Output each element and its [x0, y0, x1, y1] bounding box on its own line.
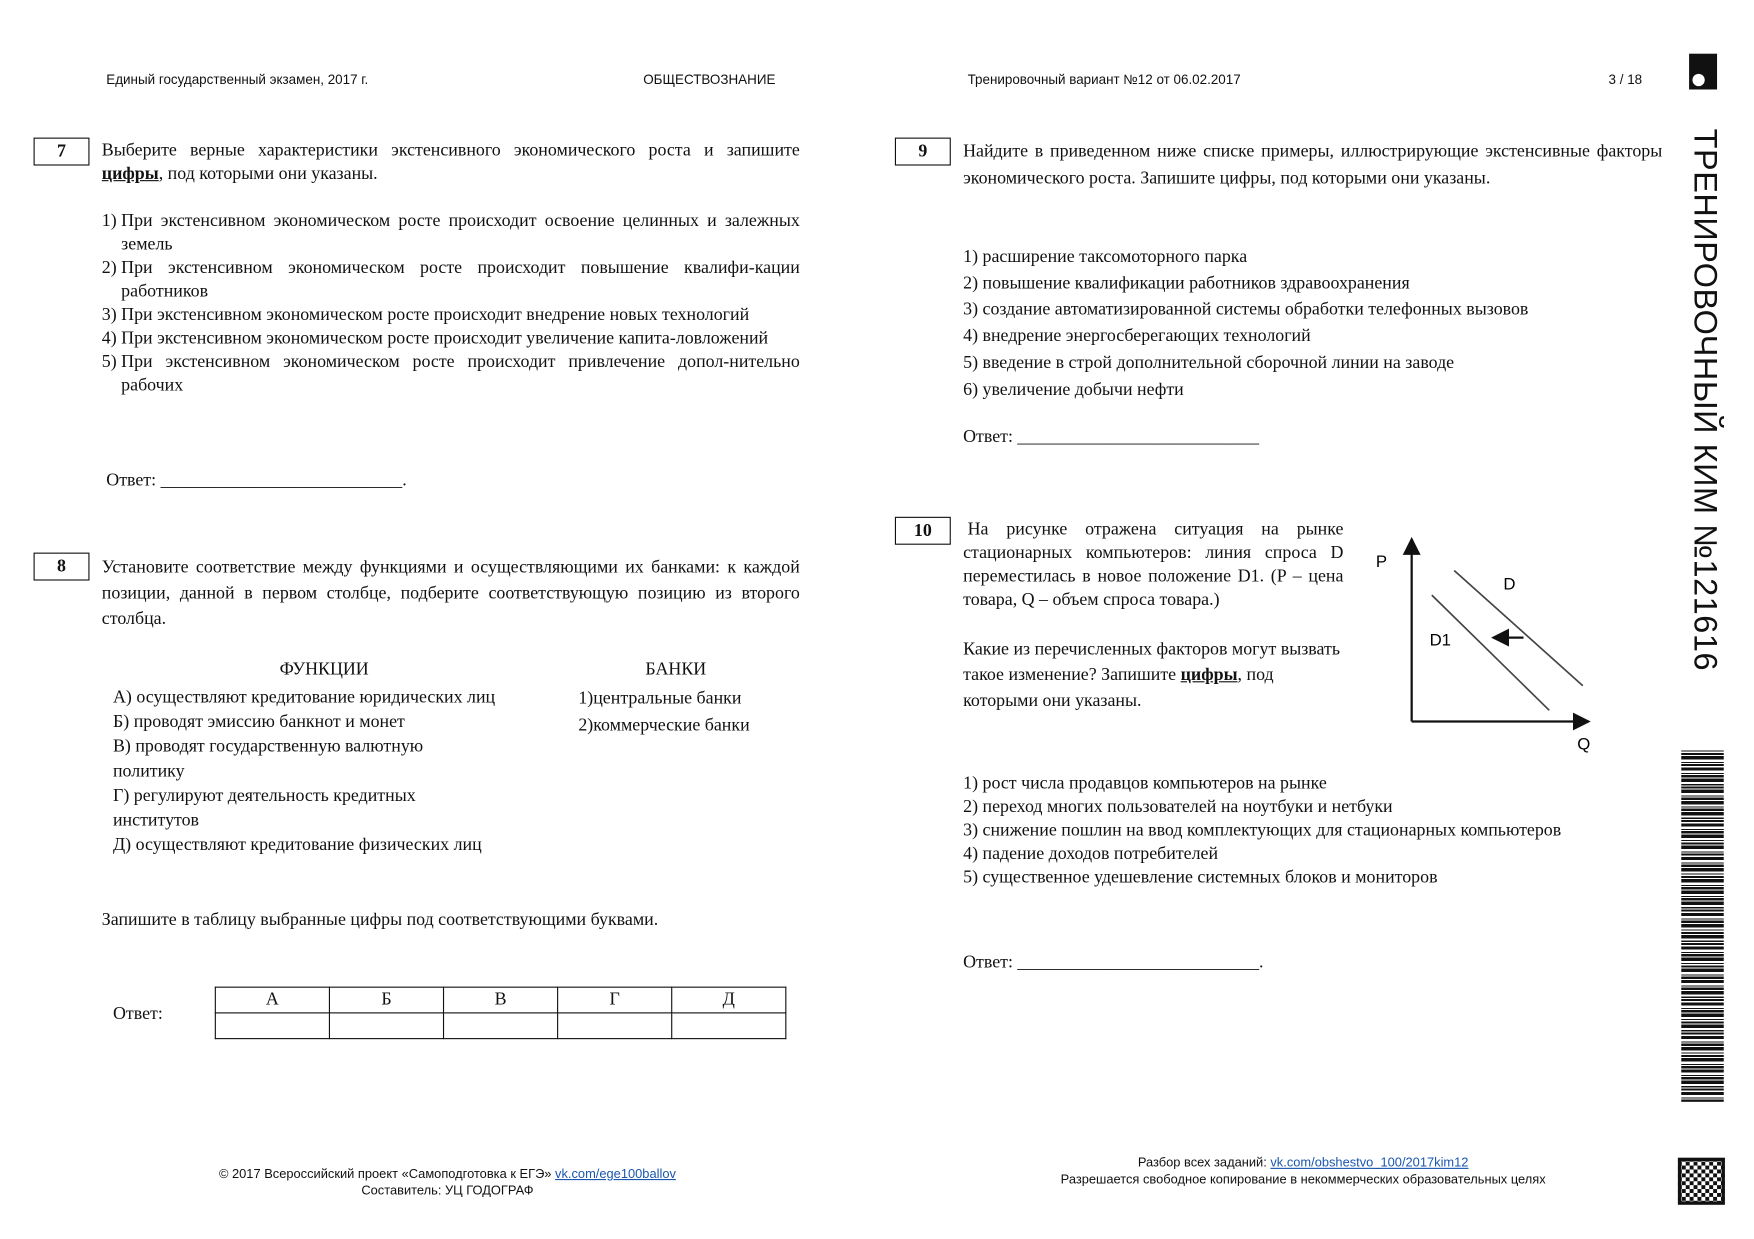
footer-left: © 2017 Всероссийский проект «Самоподготовка к ЕГЭ» vk.com/ege100ballov Составитель: УЦ ГОДОГРАФ [218, 1167, 676, 1199]
q10-option: 5) существенное удешевление системных блоков и мониторов [963, 868, 1438, 888]
q7-options: 1) При экстенсивном экономическом росте происходит освоение целинных и залежных земель 2) При экстенсивном экономическом росте происходит повышение квалифи-кации работников 3) При экстенсивном экономическом росте происходит внедрение новых технологий 4) При экстенсивном экономическом росте происходит увеличение капита-ловложений 5) При экстенсивном экономическом росте происходит привлечение допол-нительно рабочих [102, 209, 800, 397]
answer-cell[interactable] [558, 1013, 672, 1039]
q9-option: 4) внедрение энергосберегающих технологий [963, 326, 1311, 346]
answer-cell[interactable] [444, 1013, 558, 1039]
q7-answer-field[interactable]: Ответ: ___________________________. [106, 470, 407, 490]
table-header: Д [672, 987, 786, 1013]
question-number-9: 9 [895, 138, 951, 166]
q9-option: 1) расширение таксомоторного парка [963, 247, 1248, 267]
q7-option: При экстенсивном экономическом росте происходит увеличение капита-ловложений [121, 328, 769, 348]
function-item: Д) осуществляют кредитование физических лиц [112, 835, 482, 855]
q7-prompt: Выберите верные характеристики экстенсивного экономического роста и запишите цифры, под которыми они указаны. [101, 140, 800, 184]
question-number-8: 8 [34, 553, 90, 581]
q9-answer-field[interactable]: Ответ: ___________________________ [963, 427, 1260, 447]
q8-prompt: Установите соответствие между функциями и осуществляющими их банками: к каждой позиции, данной в первом столбце, подберите соответствующую позицию из второго столбца. [101, 558, 800, 629]
y-axis-label: P [1375, 552, 1388, 572]
q7-option: При экстенсивном экономическом росте происходит повышение квалифи-кации работников [121, 258, 800, 301]
answer-cell[interactable] [672, 1013, 786, 1039]
page-number: 3 / 18 [1608, 71, 1643, 88]
table-header: Г [558, 987, 672, 1013]
side-title: ТРЕНИРОВОЧНЫЙ КИМ №121616 [1686, 128, 1723, 672]
footer-right: Разбор всех заданий: vk.com/obshestvo_100/2017kim12 Разрешается свободное копирование в некоммерческих образовательных целях [1060, 1156, 1546, 1187]
table-header: А [215, 987, 329, 1013]
function-item: Б) проводят эмиссию банкнот и монет [112, 712, 405, 732]
q9-option: 6) увеличение добычи нефти [963, 379, 1184, 399]
curve-label-d: D [1503, 574, 1516, 594]
q9-options [963, 244, 1528, 403]
q8-functions [113, 686, 544, 858]
function-item: В) проводят государственную валютную политику [112, 737, 424, 781]
corner-marker-icon [1689, 54, 1717, 90]
q8-banks [578, 686, 749, 740]
bank-item: 2)коммерческие банки [578, 715, 750, 735]
question-number-10: 10 [895, 517, 951, 545]
answer-cell[interactable] [329, 1013, 443, 1039]
q7-option: При экстенсивном экономическом росте происходит освоение целинных и залежных земель [121, 211, 800, 254]
q7-option: При экстенсивном экономическом росте происходит привлечение допол-нительно рабочих [121, 352, 800, 395]
x-axis-label: Q [1577, 734, 1591, 754]
header-subject: ОБЩЕСТВОЗНАНИЕ [643, 71, 776, 88]
q8-answer-label: Ответ: [112, 1004, 163, 1024]
q9-option: 2) повышение квалификации работников здравоохранения [963, 273, 1410, 293]
q9-prompt: Найдите в приведенном ниже списке примеры, иллюстрирующие экстенсивные факторы экономического роста. Запишите цифры, под которыми они указаны. [963, 142, 1663, 188]
q10-answer-field[interactable]: Ответ: ___________________________. [963, 953, 1264, 973]
q9-option: 5) введение в строй дополнительной сборочной линии на заводе [963, 353, 1455, 373]
table-header: Б [329, 987, 443, 1013]
q8-answer-table [215, 987, 787, 1040]
function-item: Г) регулируют деятельность кредитных институтов [112, 786, 416, 831]
q10-option: 1) рост числа продавцов компьютеров на рынке [963, 774, 1327, 794]
demand-curve-d1 [1429, 595, 1549, 710]
qr-code [1678, 1158, 1725, 1205]
q10-option: 2) переход многих пользователей на ноутбуки и нетбуки [963, 797, 1393, 817]
q10-options [963, 772, 1662, 889]
analysis-link[interactable]: vk.com/obshestvo_100/2017kim12 [1270, 1156, 1469, 1171]
demand-curve-d [1454, 570, 1583, 685]
header-exam: Единый государственный экзамен, 2017 г. [106, 71, 369, 88]
q10-option: 3) снижение пошлин на ввод комплектующих для стационарных компьютеров [963, 821, 1562, 841]
bank-item: 1)центральные банки [578, 689, 742, 709]
q8-instruction: Запишите в таблицу выбранные цифры под соответствующими буквами. [101, 910, 659, 930]
q10-prompt-question: Какие из перечисленных факторов могут вызвать такое изменение? Запишите цифры, под которыми они указаны. [963, 639, 1340, 711]
answer-cell[interactable] [215, 1013, 329, 1039]
q10-option: 4) падение доходов потребителей [963, 844, 1219, 864]
demand-shift-graph [1365, 526, 1611, 761]
question-number-7: 7 [34, 138, 90, 166]
q8-col2-header: БАНКИ [645, 659, 707, 679]
table-header: В [444, 987, 558, 1013]
q9-option: 3) создание автоматизированной системы обработки телефонных вызовов [963, 300, 1529, 320]
header-variant: Тренировочный вариант №12 от 06.02.2017 [967, 71, 1241, 88]
vk-link[interactable]: vk.com/ege100ballov [555, 1167, 676, 1182]
function-item: А) осуществляют кредитование юридических лиц [112, 687, 496, 707]
barcode [1681, 749, 1724, 1101]
q10-prompt: На рисунке отражена ситуация на рынке стационарных компьютеров: линия спроса D переместилась в новое положение D1. (P – цена товара, Q – объем спроса товара.) [963, 520, 1344, 610]
q8-col1-header: ФУНКЦИИ [279, 659, 369, 679]
q7-option: При экстенсивном экономическом росте происходит внедрение новых технологий [121, 305, 750, 325]
curve-label-d1: D1 [1429, 630, 1452, 650]
